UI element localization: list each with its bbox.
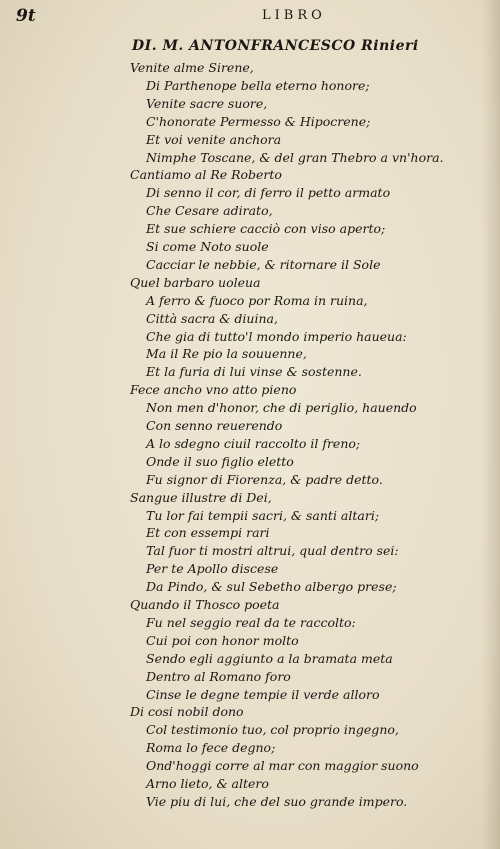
- poem-line: Onde il suo figlio eletto: [146, 453, 294, 469]
- page-gutter-shadow: [482, 0, 500, 849]
- poem-line: Di senno il cor, di ferro il petto armato: [146, 185, 391, 201]
- poem-line: Per te Apollo discese: [146, 561, 279, 577]
- poem-line: Si come Noto suole: [146, 239, 269, 254]
- poem-line: Cinse le degne tempie il verde alloro: [146, 686, 380, 702]
- poem-line: Con senno reuerendo: [146, 418, 283, 433]
- poem-line: Et sue schiere cacciò con viso aperto;: [146, 221, 386, 237]
- poem-line: Sangue illustre di Dei,: [130, 489, 272, 505]
- poem-heading: DI. M. ANTONFRANCESCO Rinieri: [132, 38, 419, 54]
- poem-line: Vie piu di lui, che del suo grande impero.: [146, 793, 408, 809]
- running-head: LIBRO: [262, 8, 326, 23]
- poem-line: Fu nel seggio real da te raccolto:: [146, 614, 356, 630]
- poem-line: Col testimonio tuo, col proprio ingegno,: [146, 722, 399, 738]
- poem-line: Roma lo fece degno;: [146, 740, 276, 756]
- poem-line: Ond'hoggi corre al mar con maggior suono: [146, 758, 419, 774]
- poem-line: Tal fuor ti mostri altrui, qual dentro sei:: [146, 543, 399, 559]
- poem-line: Di Parthenope bella eterno honore;: [146, 77, 370, 93]
- poem-line: Che Cesare adirato,: [146, 203, 273, 219]
- poem-line: Et la furia di lui vinse & sostenne.: [146, 364, 362, 380]
- poem-line: Cui poi con honor molto: [146, 632, 299, 648]
- poem-line: Fu signor di Fiorenza, & padre detto.: [146, 471, 383, 487]
- poem-line: Sendo egli aggiunto a la bramata meta: [146, 650, 393, 666]
- poem-line: Ma il Re pio la souuenne,: [146, 346, 307, 362]
- poem-line: A ferro & fuoco por Roma in ruina,: [146, 292, 368, 308]
- poem-line: Dentro al Romano foro: [146, 668, 291, 684]
- page-number: 9t: [16, 6, 36, 26]
- poem-line: Fece ancho vno atto pieno: [130, 382, 297, 398]
- poem-line: Quel barbaro uoleua: [130, 274, 261, 290]
- poem-line: Nimphe Toscane, & del gran Thebro a vn'hora.: [146, 149, 444, 165]
- poem-line: Cantiamo al Re Roberto: [130, 167, 282, 183]
- poem-line: Cacciar le nebbie, & ritornare il Sole: [146, 256, 381, 272]
- poem-line: Quando il Thosco poeta: [130, 597, 280, 612]
- poem-line: Venite sacre suore,: [146, 95, 268, 111]
- poem-line: Arno lieto, & altero: [146, 776, 269, 791]
- poem-line: Città sacra & diuina,: [146, 310, 278, 326]
- poem-line: Di cosi nobil dono: [130, 704, 244, 720]
- poem-line: Non men d'honor, che di periglio, hauendo: [146, 400, 417, 416]
- poem-line: Da Pindo, & sul Sebetho albergo prese;: [146, 579, 397, 595]
- poem-line: A lo sdegno ciuil raccolto il freno;: [146, 435, 361, 451]
- poem-line: Che gia di tutto'l mondo imperio haueua:: [146, 328, 407, 344]
- poem-line: Et con essempi rari: [146, 525, 270, 541]
- poem-line: C'honorate Permesso & Hipocrene;: [146, 113, 371, 129]
- poem-line: Venite alme Sirene,: [130, 60, 254, 75]
- poem-line: Et voi venite anchora: [146, 131, 282, 147]
- poem-line: Tu lor fai tempii sacri, & santi altari;: [146, 507, 380, 523]
